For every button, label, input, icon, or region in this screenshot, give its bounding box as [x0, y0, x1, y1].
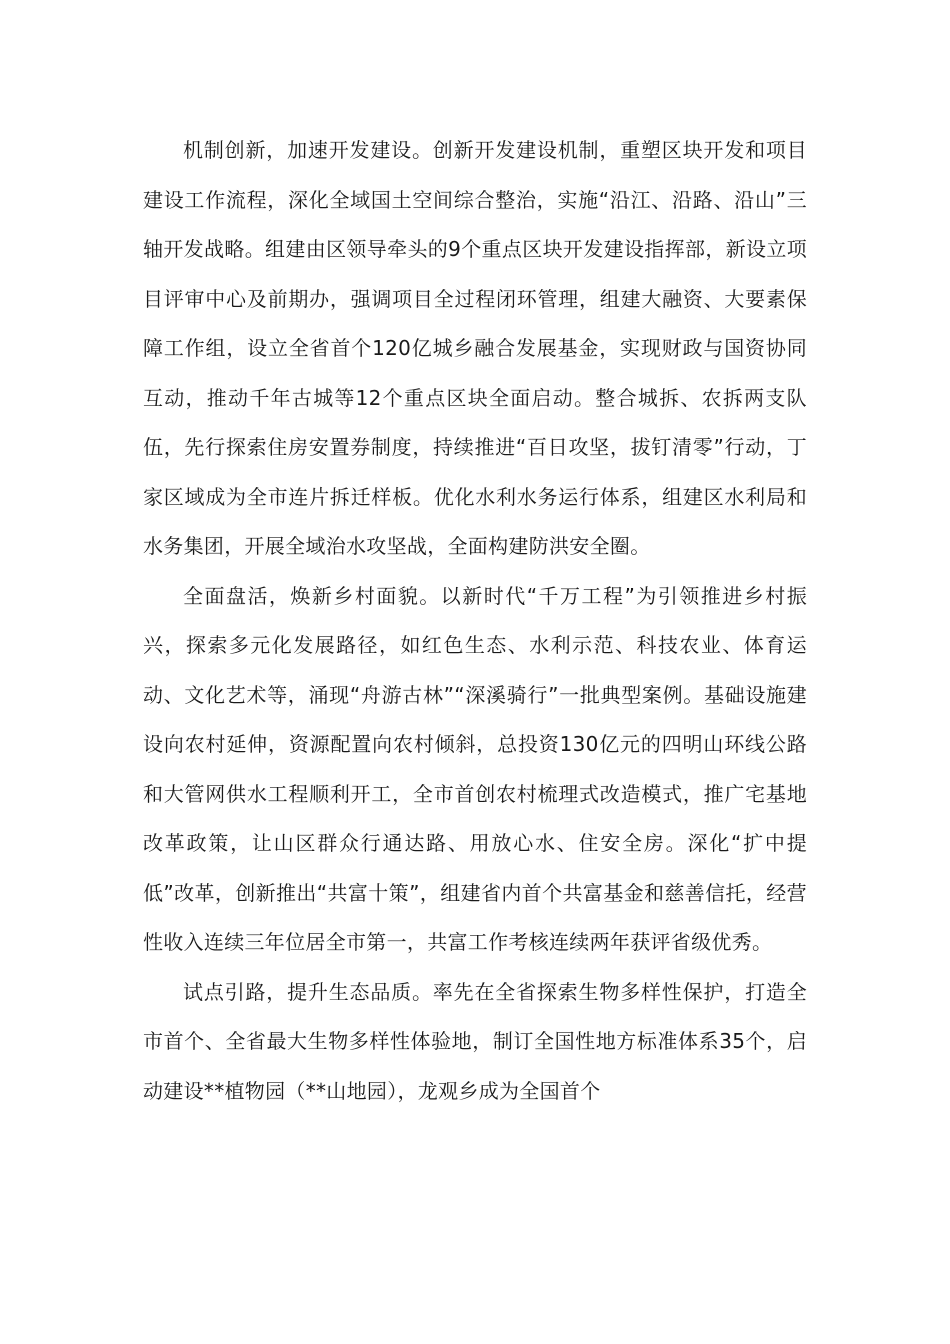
paragraph-ecological-pilot: 试点引路，提升生态品质。率先在全省探索生物多样性保护，打造全市首个、全省最大生物多样性体验地，制订全国性地方标准体系35个，启动建设**植物园（**山地园），龙观乡成为全国首个 — [143, 979, 807, 1103]
paragraph-rural-revitalization: 全面盘活，焕新乡村面貌。以新时代“千万工程”为引领推进乡村振兴，探索多元化发展路径，如红色生态、水利示范、科技农业、体育运动、文化艺术等，涌现“舟游古林”“深溪骑行”一批典型案例。基础设施建设向农村延伸，资源配置向农村倾斜，总投资130亿元的四明山环线公路和大管网供水工程顺利开工，全市首创农村梳理式改造模式，推广宅基地改革政策，让山区群众行通达路、用放心水、住安全房。深化“扩中提低”改革，创新推出“共富十策”，组建省内首个共富基金和慈善信托，经营性收入连续三年位居全市第一，共富工作考核连续两年获评省级优秀。 — [143, 583, 807, 954]
document-body — [143, 126, 807, 1116]
paragraph-mechanism-innovation: 机制创新，加速开发建设。创新开发建设机制，重塑区块开发和项目建设工作流程，深化全域国土空间综合整治，实施“沿江、沿路、沿山”三轴开发战略。组建由区领导牵头的9个重点区块开发建设指挥部，新设立项目评审中心及前期办，强调项目全过程闭环管理，组建大融资、大要素保障工作组，设立全省首个120亿城乡融合发展基金，实现财政与国资协同互动，推动千年古城等12个重点区块全面启动。整合城拆、农拆两支队伍，先行探索住房安置券制度，持续推进“百日攻坚，拔钉清零”行动，丁家区域成为全市连片拆迁样板。优化水利水务运行体系，组建区水利局和水务集团，开展全域治水攻坚战，全面构建防洪安全圈。 — [143, 138, 807, 558]
